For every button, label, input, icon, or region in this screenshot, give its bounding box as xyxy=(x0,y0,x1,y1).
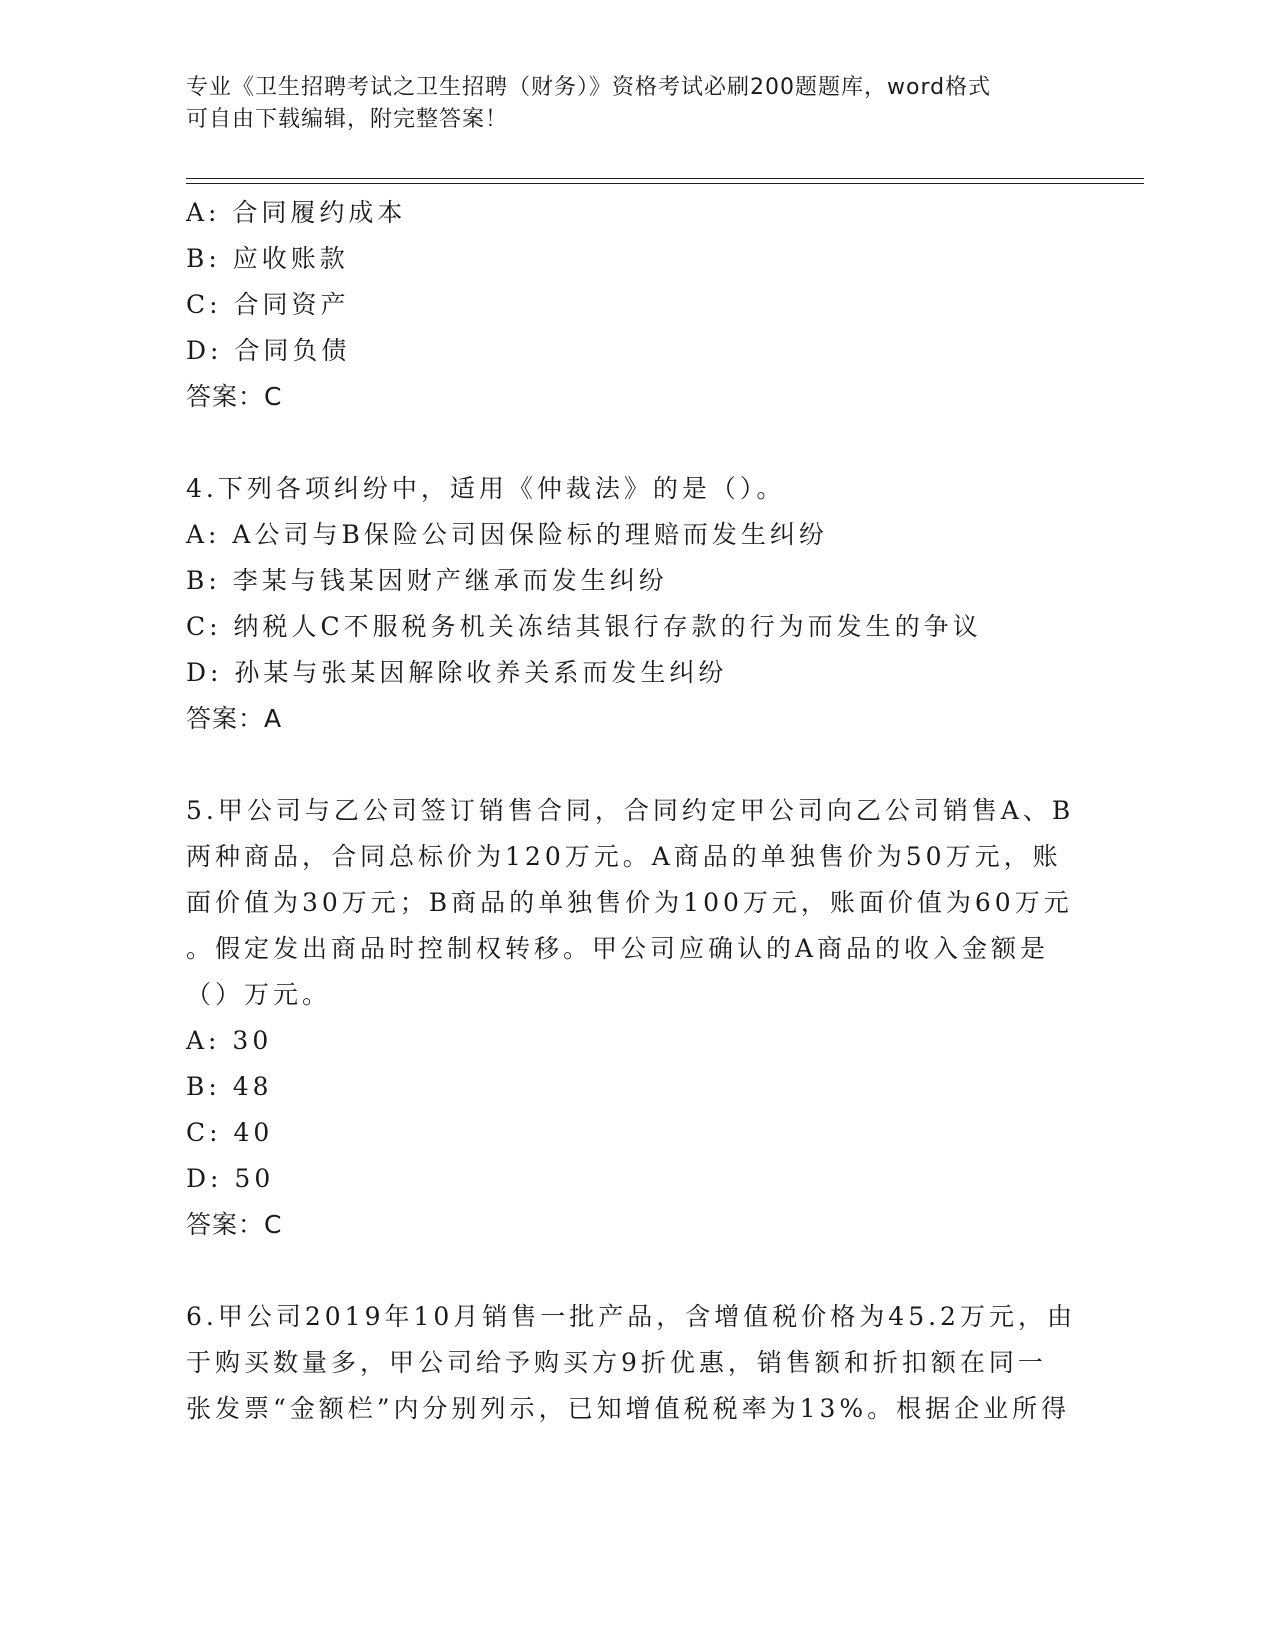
question-stem: 4.下列各项纠纷中，适用《仲裁法》的是（）。 xyxy=(186,474,786,503)
question-stem-line: 于购买数量多，甲公司给予购买方9折优惠，销售额和折扣额在同一 xyxy=(186,1348,1047,1377)
option-b: B: 应收账款 xyxy=(186,244,349,273)
question-stem-line: 面价值为30万元；B商品的单独售价为100万元，账面价值为60万元 xyxy=(186,888,1073,917)
header-divider-bottom xyxy=(186,183,1144,184)
option-d: D: 孙某与张某因解除收养关系而发生纠纷 xyxy=(186,658,728,687)
option-a: A: 合同履约成本 xyxy=(186,198,407,227)
question-stem-line: 。假定发出商品时控制权转移。甲公司应确认的A商品的收入金额是 xyxy=(186,934,1050,963)
option-c: C: 40 xyxy=(186,1118,274,1147)
header-line-1: 专业《卫生招聘考试之卫生招聘（财务）》资格考试必刷200题题库，word格式 xyxy=(186,75,992,100)
answer: 答案：C xyxy=(186,1210,283,1239)
question-stem-line: 5.甲公司与乙公司签订销售合同，合同约定甲公司向乙公司销售A、B xyxy=(186,796,1075,825)
question-4 xyxy=(186,466,1086,742)
option-a: A: 30 xyxy=(186,1026,273,1055)
answer: 答案：C xyxy=(186,382,283,411)
question-stem-line: （）万元。 xyxy=(186,980,332,1009)
option-d: D: 合同负债 xyxy=(186,336,351,365)
document-header xyxy=(186,72,1086,136)
header-line-2: 可自由下载编辑，附完整答案！ xyxy=(186,107,509,132)
spacer xyxy=(186,742,1086,788)
option-b: B: 李某与钱某因财产继承而发生纠纷 xyxy=(186,566,668,595)
question-stem-line: 张发票“金额栏”内分别列示，已知增值税税率为13%。根据企业所得 xyxy=(186,1394,1071,1423)
option-d: D: 50 xyxy=(186,1164,275,1193)
option-c: C: 纳税人C不服税务机关冻结其银行存款的行为而发生的争议 xyxy=(186,612,982,641)
question-5 xyxy=(186,788,1086,1248)
question-stem-line: 两种商品，合同总标价为120万元。A商品的单独售价为50万元，账 xyxy=(186,842,1062,871)
question-3 xyxy=(186,190,1086,420)
header-divider-top xyxy=(186,178,1144,179)
document-body xyxy=(186,190,1086,1432)
option-b: B: 48 xyxy=(186,1072,273,1101)
question-6 xyxy=(186,1294,1086,1432)
answer: 答案：A xyxy=(186,704,283,733)
spacer xyxy=(186,1248,1086,1294)
option-c: C: 合同资产 xyxy=(186,290,350,319)
spacer xyxy=(186,420,1086,466)
option-a: A: A公司与B保险公司因保险标的理赔而发生纠纷 xyxy=(186,520,828,549)
question-stem-line: 6.甲公司2019年10月销售一批产品，含增值税价格为45.2万元，由 xyxy=(186,1302,1076,1331)
